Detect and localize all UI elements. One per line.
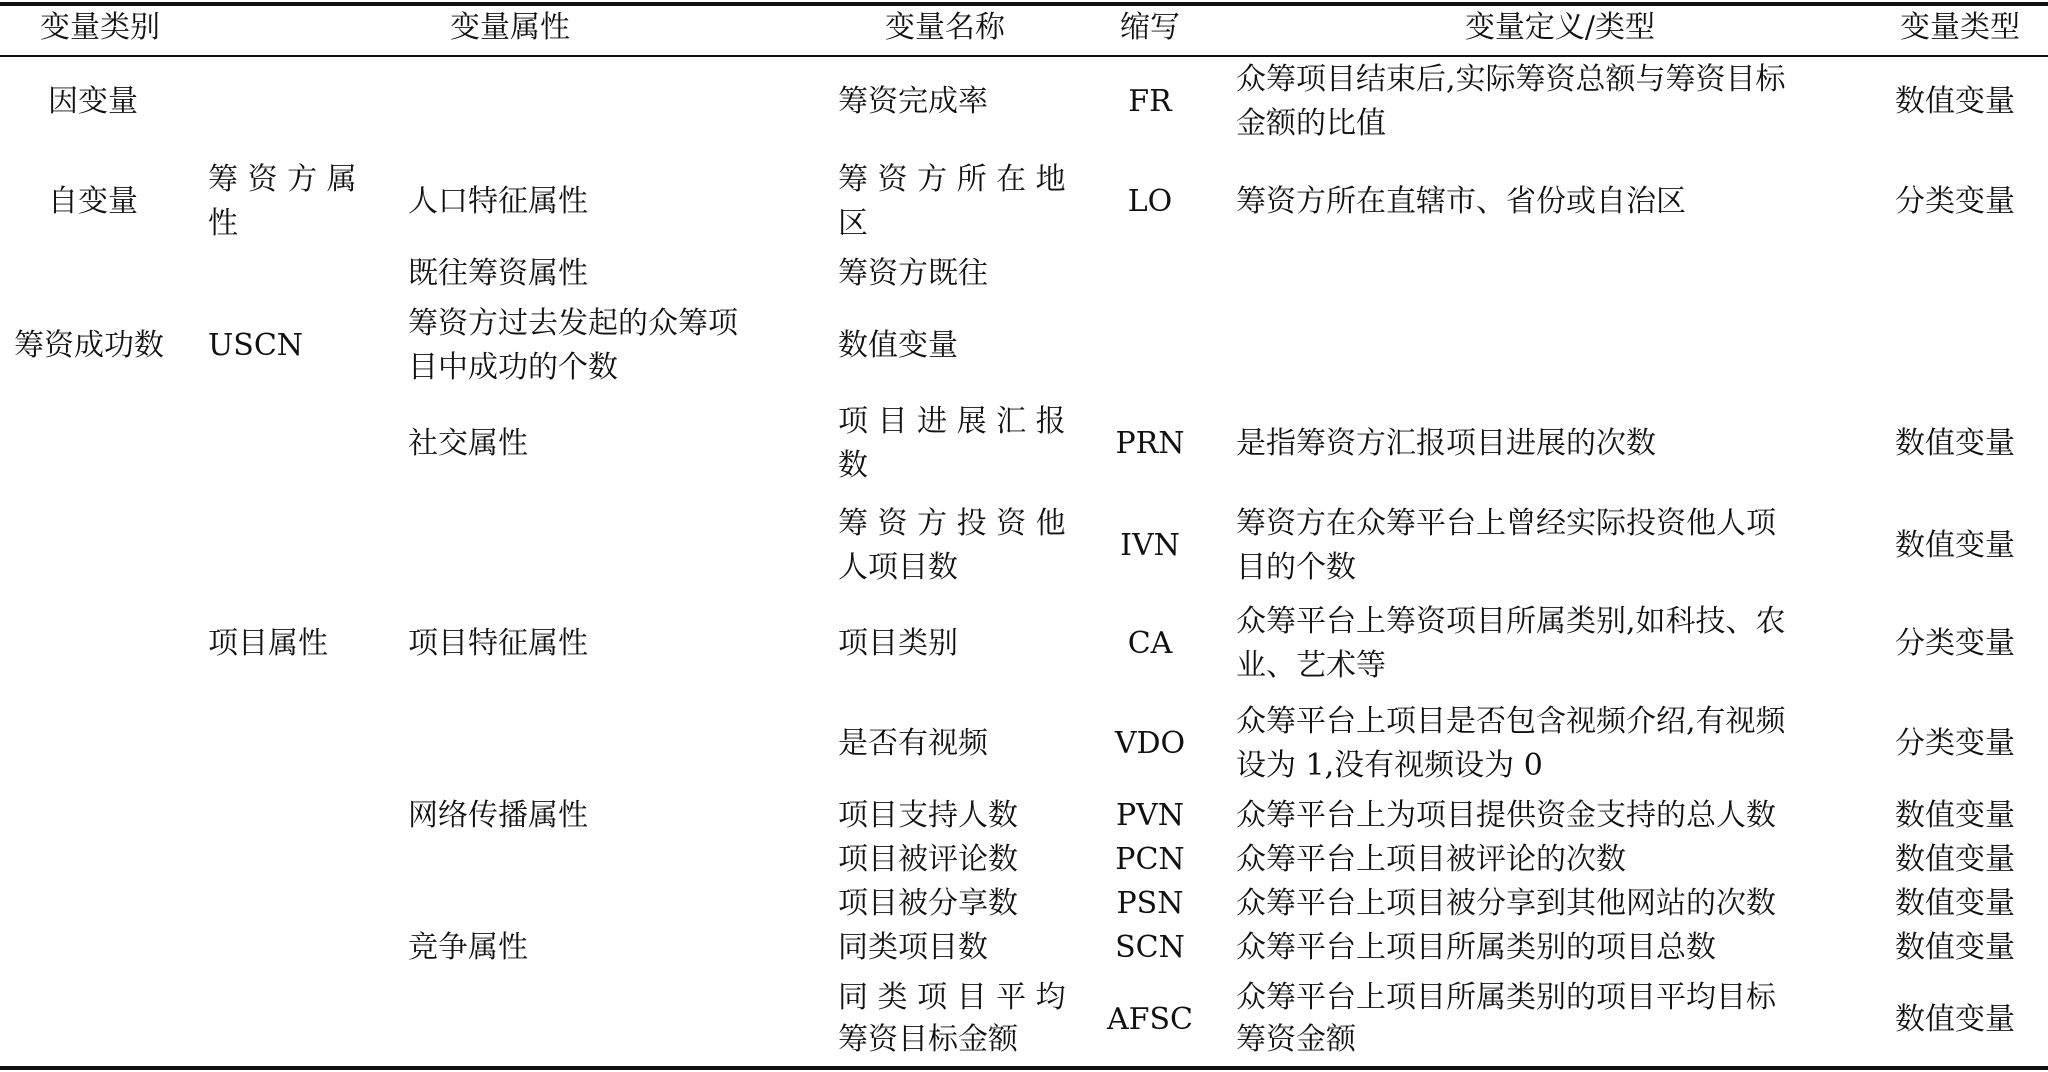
row-attribute1-line1: 筹 资 方 属: [208, 162, 357, 197]
bottom-rule: [0, 1066, 2048, 1070]
row-abbr: LO: [1127, 184, 1173, 219]
row-definition-line2: 业、艺术等: [1236, 648, 1386, 683]
row-definition-line2: 目的个数: [1236, 550, 1356, 585]
row-attribute2: 网络传播属性: [408, 798, 588, 833]
row-definition-line1: 众筹平台上项目是否包含视频介绍,有视频: [1236, 704, 1786, 739]
row-name: 是否有视频: [838, 726, 988, 761]
row-type: 数值变量: [1895, 426, 2015, 461]
row-category: 筹资成功数: [14, 328, 164, 363]
row-type: 数值变量: [1895, 1002, 2015, 1037]
row-name: 数值变量: [838, 328, 958, 363]
row-definition-line2: 筹资金额: [1236, 1022, 1356, 1057]
row-attribute2: 人口特征属性: [408, 184, 588, 219]
row-category: 自变量: [48, 184, 138, 219]
row-definition: 是指筹资方汇报项目进展的次数: [1236, 426, 1656, 461]
row-abbr: PCN: [1115, 842, 1185, 877]
header-type: 变量类型: [1900, 10, 2020, 45]
row-name: 项目类别: [838, 626, 958, 661]
row-definition-line1: 众筹平台上项目所属类别的项目平均目标: [1236, 980, 1776, 1015]
row-definition-line2: 设为 1,没有视频设为 0: [1236, 748, 1543, 783]
row-definition-line2: 金额的比值: [1236, 106, 1386, 141]
header-attribute: 变量属性: [450, 10, 570, 45]
row-name: 筹资完成率: [838, 84, 988, 119]
row-name-line1: 筹 资 方 投 资 他: [838, 506, 1066, 541]
row-attribute1: 项目属性: [208, 626, 328, 661]
header-name: 变量名称: [885, 10, 1005, 45]
row-abbr: FR: [1128, 84, 1172, 119]
row-name: 项目支持人数: [838, 798, 1018, 833]
row-attribute2-line1: 筹资方过去发起的众筹项: [408, 306, 738, 341]
header-abbr: 缩写: [1120, 10, 1180, 45]
row-abbr: CA: [1127, 626, 1173, 661]
row-attribute2-line2: 目中成功的个数: [408, 350, 618, 385]
row-attribute2: 竞争属性: [408, 930, 528, 965]
row-type: 数值变量: [1895, 842, 2015, 877]
row-attribute2: 既往筹资属性: [408, 256, 588, 291]
row-name-line2: 数: [838, 448, 868, 483]
row-abbr: IVN: [1120, 528, 1180, 563]
row-name-line2: 人项目数: [838, 550, 958, 585]
header-definition: 变量定义/类型: [1464, 10, 1656, 45]
row-attribute1-line2: 性: [208, 206, 238, 241]
row-abbr: PRN: [1115, 426, 1185, 461]
row-name: 同类项目数: [838, 930, 988, 965]
row-name: 筹资方既往: [838, 256, 988, 291]
header-category: 变量类别: [40, 10, 160, 45]
row-name-line1: 项 目 进 展 汇 报: [838, 404, 1066, 439]
row-type: 数值变量: [1895, 930, 2015, 965]
row-type: 数值变量: [1895, 886, 2015, 921]
row-definition-line1: 众筹平台上筹资项目所属类别,如科技、农: [1236, 604, 1786, 639]
row-name: 项目被评论数: [838, 842, 1018, 877]
row-attribute2: 社交属性: [408, 426, 528, 461]
row-abbr: PSN: [1116, 886, 1184, 921]
row-definition: 众筹平台上为项目提供资金支持的总人数: [1236, 798, 1776, 833]
row-name-line2: 区: [838, 206, 868, 241]
row-name: 项目被分享数: [838, 886, 1018, 921]
row-abbr: PVN: [1115, 798, 1185, 833]
row-attribute1: USCN: [208, 328, 304, 363]
row-definition: 众筹平台上项目被分享到其他网站的次数: [1236, 886, 1776, 921]
row-name-line1: 同 类 项 目 平 均: [838, 980, 1066, 1015]
row-type: 分类变量: [1895, 726, 2015, 761]
row-definition: 众筹平台上项目所属类别的项目总数: [1236, 930, 1716, 965]
row-definition: 众筹平台上项目被评论的次数: [1236, 842, 1626, 877]
row-name-line1: 筹 资 方 所 在 地: [838, 162, 1066, 197]
row-abbr: SCN: [1115, 930, 1185, 965]
row-name-line2: 筹资目标金额: [838, 1022, 1018, 1057]
row-abbr: AFSC: [1107, 1002, 1193, 1037]
row-type: 分类变量: [1895, 184, 2015, 219]
row-abbr: VDO: [1114, 726, 1186, 761]
row-definition-line1: 众筹项目结束后,实际筹资总额与筹资目标: [1236, 62, 1786, 97]
row-type: 数值变量: [1895, 798, 2015, 833]
row-type: 分类变量: [1895, 626, 2015, 661]
row-attribute2: 项目特征属性: [408, 626, 588, 661]
row-type: 数值变量: [1895, 528, 2015, 563]
row-category: 因变量: [48, 84, 138, 119]
row-definition: 筹资方所在直辖市、省份或自治区: [1236, 184, 1686, 219]
row-definition-line1: 筹资方在众筹平台上曾经实际投资他人项: [1236, 506, 1776, 541]
header-rule: [0, 55, 2048, 57]
row-type: 数值变量: [1895, 84, 2015, 119]
